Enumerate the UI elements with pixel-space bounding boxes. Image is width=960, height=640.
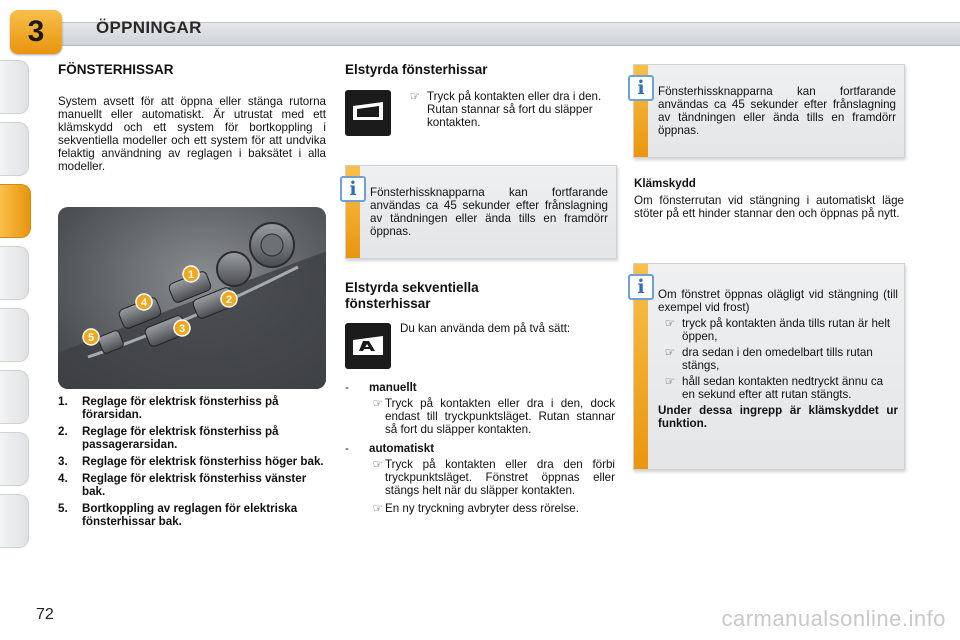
list-number: 1. [58,395,68,408]
photo-label-1-text: 1 [187,269,195,281]
pointer-icon: ☞ [372,458,383,471]
mode-manual [345,381,615,394]
chapter-tab[interactable] [0,60,29,114]
list-number: 5. [58,502,68,515]
pointer-icon: ☞ [372,397,383,410]
photo-label-4 [136,294,152,310]
bullet-text: tryck på kontakten ända tills rutan är helt öppen, [682,317,891,343]
chapter-tab[interactable] [0,122,29,176]
info-icon: i [628,274,654,300]
pinch-text: Om fönsterrutan vid stängning i automatiskt läge stöter på ett hinder stannar den och öppnas på nytt. [634,194,904,220]
section-heading: Elstyrda fönsterhissar [345,62,488,77]
list-item [58,395,326,421]
chapter-tab[interactable] [0,432,29,486]
window-switch-icon [345,90,391,136]
pointer-icon: ☞ [409,90,421,103]
list-number: 3. [58,455,68,468]
dash: - [345,381,349,394]
info-intro: Om fönstret öppnas olägligt vid stängning (till exempel vid frost) [658,288,898,314]
mode-automatic [345,442,615,455]
pinch-heading: Klämskydd [634,177,696,190]
photo-label-4-text: 4 [140,297,148,309]
chapter-tab-active[interactable] [0,184,31,238]
list-text: Reglage för elektrisk fönsterhiss vänster bak. [82,472,307,498]
bullet-item [345,502,615,515]
bullet-item [658,317,898,343]
bullet-text: håll sedan kontakten nedtryckt ännu ca en sekund efter att rutan stängts. [682,375,884,401]
photo-label-5-text: 5 [87,332,95,344]
bullet-item [345,397,615,436]
chapter-tab[interactable] [0,494,29,548]
section-heading: FÖNSTERHISSAR [58,62,174,77]
pointer-icon: ☞ [664,346,676,359]
list-item [58,425,326,451]
pointer-icon: ☞ [664,317,676,330]
info-content [658,288,898,430]
mode-label: automatiskt [369,442,435,455]
info-box [345,165,617,259]
chapter-tab[interactable] [0,246,29,300]
list-text: Reglage för elektrisk fönsterhiss på passagerarsidan. [82,425,279,451]
info-icon: i [340,176,366,202]
bullet-item [345,458,615,497]
window-switch-photo [58,207,326,389]
mode-list [345,381,615,515]
bullet-item [403,90,615,129]
control-list [58,395,326,528]
page-number: 72 [36,606,54,623]
list-text: Reglage för elektrisk fönsterhiss höger bak. [82,455,324,468]
page-title: ÖPPNINGAR [96,18,202,37]
info-text: Fönsterhissknapparna kan fortfarande användas ca 45 sekunder efter frånslagning av tändningen eller ända tills en framdörr öppnas. [658,85,896,137]
two-ways-text: Du kan använda dem på två sätt: [400,322,571,335]
bullet-text: dra sedan i den omedelbart tills rutan stängs, [682,346,873,372]
bullet-text: Tryck på kontakten eller dra den förbi tryckpunktsläget. Fönstret öppnas eller stängs helt när du släpper kontakten. [385,458,615,497]
photo-label-2-text: 2 [225,294,233,306]
pointer-icon: ☞ [372,502,383,515]
photo-label-2 [221,291,237,307]
list-item [58,502,326,528]
section-heading [345,280,479,312]
photo-label-5 [83,329,99,345]
list-item [58,472,326,498]
info-box [633,64,905,158]
heading-line: Elstyrda sekventiella [345,280,479,295]
chapter-tabs [0,60,32,580]
info-warning: Under dessa ingrepp är klämskyddet ur funktion. [658,404,898,430]
info-text: Fönsterhissknapparna kan fortfarande användas ca 45 sekunder efter frånslagning av tändningen eller ända tills en framdörr öppnas. [370,186,608,238]
chapter-number: 3 [27,15,45,48]
bullet-item [658,375,898,401]
intro-paragraph: System avsett för att öppna eller stänga rutorna manuellt eller automatiskt. Är utrustat med ett klämskydd och ett system för bortkoppling i sekventiella modeller och ett system för att undvika felaktig användning av reglagen i baksätet i alla modeller. [58,95,326,173]
sequential-switch-icon [345,323,391,369]
list-text: Bortkoppling av reglagen för elektriska fönsterhissar bak. [82,502,298,528]
list-number: 2. [58,425,68,438]
photo-label-3 [174,320,190,336]
info-box [633,263,905,470]
heading-line: fönsterhissar [345,296,431,311]
dash: - [345,442,349,455]
chapter-tab[interactable] [0,308,29,362]
bullet-text: En ny tryckning avbryter dess rörelse. [385,502,579,515]
photo-label-1 [183,266,199,282]
info-icon: i [628,75,654,101]
bullet-text: Tryck på kontakten eller dra i den, dock endast till tryckpunktsläget. Rutan stannar så fort du släpper kontakten. [385,397,615,436]
window-switch-illustration [58,207,326,389]
photo-label-3-text: 3 [178,323,186,335]
bullet-text: Tryck på kontakten eller dra i den. Rutan stannar så fort du släpper kontakten. [427,90,602,129]
list-item [58,455,326,468]
list-number: 4. [58,472,68,485]
bullet-item [658,346,898,372]
list-text: Reglage för elektrisk fönsterhiss på förarsidan. [82,395,279,421]
chapter-tab[interactable] [0,370,29,424]
watermark: carmanualsonline.info [721,606,946,631]
pointer-icon: ☞ [664,375,676,388]
mode-label: manuellt [369,381,417,394]
